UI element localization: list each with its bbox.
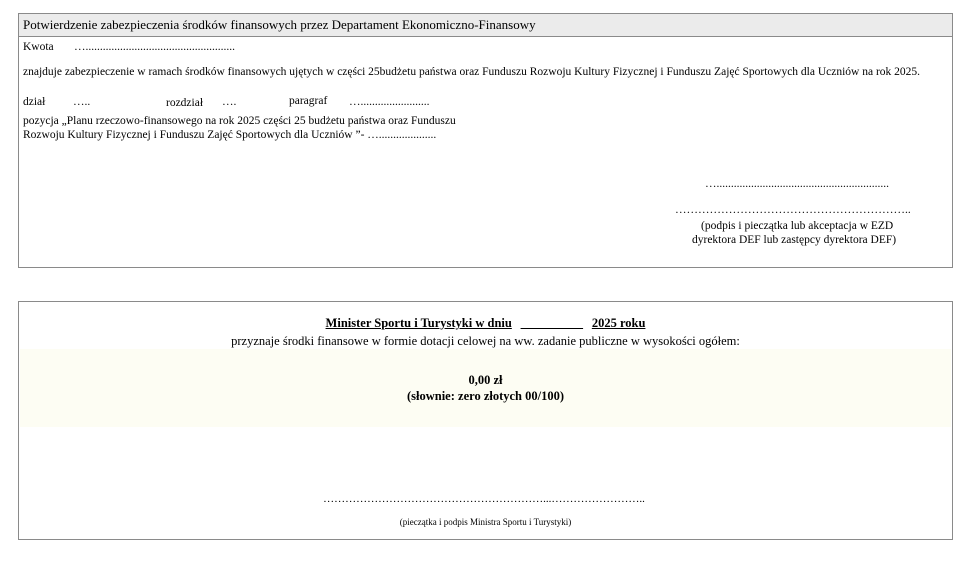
confirmation-section	[18, 13, 953, 268]
pozycja-line-1: pozycja „Planu rzeczowo-finansowego na rok 2025 części 25 budżetu państwa oraz Funduszu	[23, 115, 456, 127]
signature-dots-1: …............................................................	[705, 178, 889, 190]
confirmation-header: Potwierdzenie zabezpieczenia środków finansowych przez Departament Ekonomiczno-Finansowy	[19, 14, 952, 37]
kwota-value[interactable]: …....................................................	[74, 41, 235, 53]
minister-section	[18, 301, 953, 540]
dzial-label: dział	[23, 96, 46, 108]
rozdzial-value[interactable]: ….	[222, 96, 237, 108]
minister-signature-dots: ……………………………………………………...……………………..	[323, 493, 645, 505]
signature-caption-line-1: (podpis i pieczątka lub akceptacja w EZD	[701, 220, 894, 232]
pozycja-line-2[interactable]: Rozwoju Kultury Fizycznej i Funduszu Zajęć Sportowych dla Uczniów ”- …....................	[23, 129, 437, 141]
minister-title	[19, 316, 952, 331]
minister-signature-caption: (pieczątka i podpis Ministra Sportu i Turystyki)	[399, 517, 572, 527]
minister-title-suffix: 2025 roku	[591, 316, 646, 330]
amount-in-words: (słownie: zero złotych 00/100)	[406, 389, 565, 403]
rozdzial-label: rozdział	[166, 97, 204, 109]
signature-caption-line-2: dyrektora DEF lub zastępcy dyrektora DEF)	[692, 234, 897, 246]
funding-paragraph: znajduje zabezpieczenie w ramach środków finansowych ujętych w części 25budżetu państwa oraz Funduszu Rozwoju Kultury Fizycznej i Funduszu Zajęć Sportowych dla Uczniów na rok 2025.	[23, 66, 921, 78]
amount-highlight-area	[20, 349, 951, 427]
dzial-value[interactable]: …..	[73, 96, 91, 108]
paragraf-value[interactable]: …........................	[349, 96, 430, 108]
paragraf-label: paragraf	[289, 95, 328, 107]
date-blank[interactable]	[512, 316, 592, 331]
kwota-label: Kwota	[23, 41, 54, 53]
minister-title-prefix: Minister Sportu i Turystyki w dniu	[325, 316, 512, 330]
amount-value: 0,00 zł	[468, 373, 503, 387]
minister-subtitle: przyznaje środki finansowe w formie dotacji celowej na ww. zadanie publiczne w wysokości ogółem:	[231, 334, 740, 348]
signature-dots-2: ……………………………………………………..	[675, 204, 911, 216]
